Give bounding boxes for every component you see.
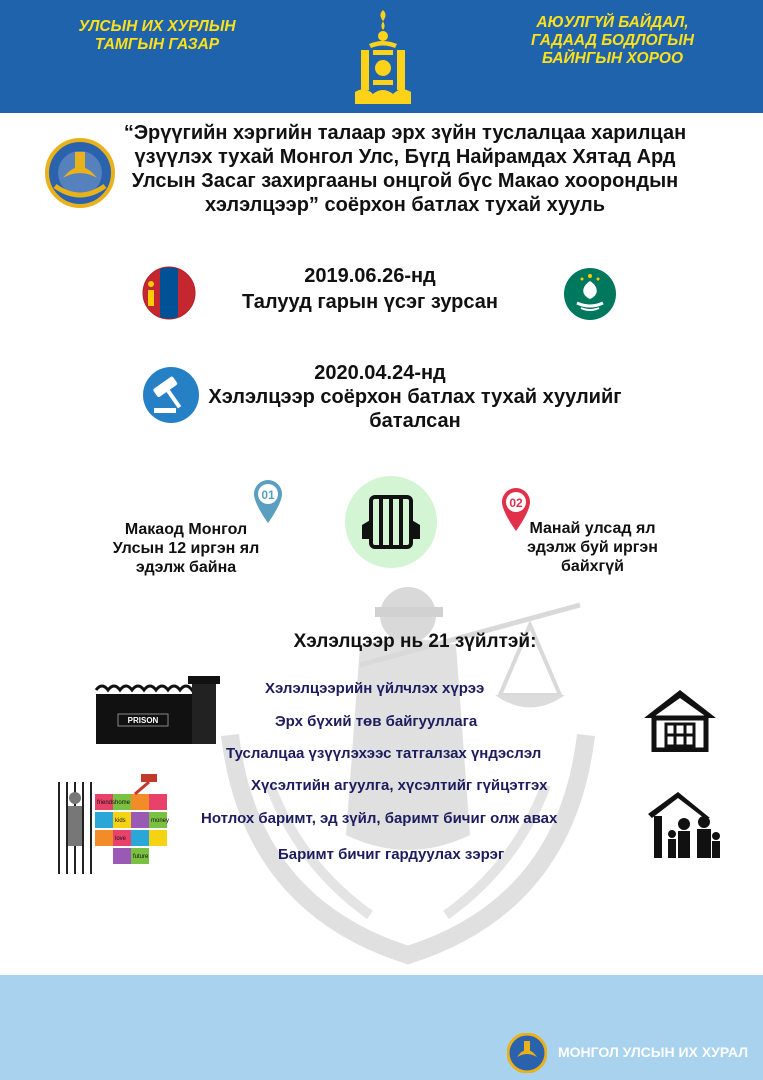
mongolia-flag-icon bbox=[142, 266, 196, 320]
puzzle-word: home bbox=[115, 800, 131, 806]
prison-bars-icon bbox=[344, 475, 438, 569]
fact-01-text: Макаод Монгол Улсын 12 иргэн ял эдэлж байна bbox=[112, 521, 260, 576]
articles-title: Хэлэлцээр нь 21 зүйлтэй: bbox=[293, 631, 537, 652]
article-item: Туслалцаа үзүүлэхээс татгалзах үндэслэл bbox=[226, 745, 542, 762]
gavel-icon bbox=[142, 366, 200, 424]
prison-wall-icon bbox=[92, 676, 220, 746]
footer-bar bbox=[0, 975, 763, 1080]
puzzle-word: future bbox=[133, 854, 149, 860]
right-organization-name: АЮУЛГҮЙ БАЙДАЛ, ГАДААД БОДЛОГЫН БАЙНГЫН ХОРОО bbox=[531, 14, 694, 67]
article-item: Баримт бичиг гардуулах зэрэг bbox=[278, 846, 505, 863]
macao-flag-icon bbox=[563, 267, 617, 321]
parliament-emblem-icon bbox=[507, 1033, 547, 1073]
article-item: Нотлох баримт, эд зүйл, баримт бичиг олж авах bbox=[201, 810, 558, 827]
puzzle-word: kids bbox=[115, 818, 126, 824]
puzzle-prisoner-icon bbox=[55, 772, 187, 876]
soyombo-emblem-icon bbox=[355, 8, 411, 106]
fact-01-badge: 01 bbox=[261, 488, 275, 502]
fact-02-text: Манай улсад ял эдэлж буй иргэн байхгүй bbox=[527, 520, 658, 575]
article-item: Хүсэлтийн агуулга, хүсэлтийг гүйцэтгэх bbox=[251, 777, 548, 794]
fact-01-marker-icon bbox=[252, 478, 284, 524]
puzzle-word: friends bbox=[97, 800, 116, 806]
signed-text: Талууд гарын үсэг зурсан bbox=[242, 291, 498, 313]
puzzle-word: money bbox=[151, 818, 170, 824]
footer-parliament-name: МОНГОЛ УЛСЫН ИХ ХУРАЛ bbox=[558, 1044, 749, 1060]
article-item: Хэлэлцээрийн үйлчлэх хүрээ bbox=[265, 680, 485, 697]
left-organization-name: УЛСЫН ИХ ХУРЛЫН ТАМГЫН ГАЗАР bbox=[78, 18, 236, 53]
puzzle-word: love bbox=[115, 836, 127, 842]
document-title: “Эрүүгийн хэргийн талаар эрх зүйн туслалцаа харилцан үзүүлэх тухай Монгол Улс, Бүгд Найрамдах Хятад Ард Улсын Засаг захиргааны онцгой бүс Макао хоорондын хэлэлцээр” соёрхон батлах тухай хууль bbox=[123, 122, 687, 216]
ratified-text: Хэлэлцээр соёрхон батлах тухай хуулийг баталсан bbox=[208, 386, 622, 432]
ratified-date: 2020.04.24-нд bbox=[314, 362, 446, 384]
fact-02-badge: 02 bbox=[509, 496, 523, 510]
signed-date: 2019.06.26-нд bbox=[304, 265, 436, 287]
article-item: Эрх бүхий төв байгууллага bbox=[275, 713, 478, 730]
house-prison-icon bbox=[640, 686, 720, 752]
family-house-icon bbox=[648, 790, 722, 860]
prison-label: PRISON bbox=[127, 716, 159, 725]
